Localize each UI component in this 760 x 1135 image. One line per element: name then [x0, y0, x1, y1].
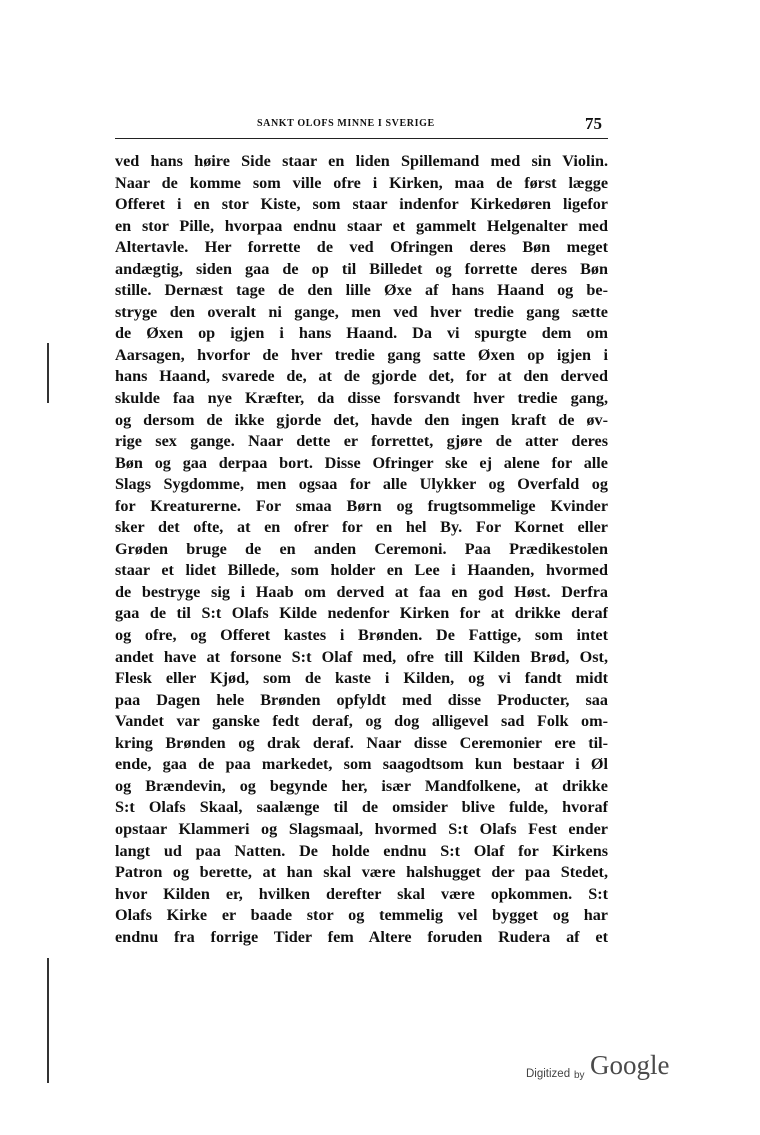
- text-line: de bestryge sig i Haab om derved at faa en god Høst. Derfra: [115, 582, 608, 601]
- text-line: opstaar Klammeri og Slagsmaal, hvormed S:t Olafs Fest ender: [115, 819, 608, 838]
- text-line: langt ud paa Natten. De holde endnu S:t Olaf for Kirkens: [115, 841, 608, 860]
- text-line: stille. Dernæst tage de den lille Øxe af hans Haand og be-: [115, 281, 608, 300]
- text-line: stryge den overalt ni gange, men ved hver tredie gang sætte: [115, 302, 608, 321]
- text-line: paa Dagen hele Brønden opfyldt med disse Producter, saa: [115, 690, 608, 709]
- running-title: SANKT OLOFS MINNE I SVERIGE: [257, 118, 435, 129]
- text-line: ende, gaa de paa markedet, som saagodtsom kun bestaar i Øl: [115, 755, 608, 774]
- text-line: Patron og berette, at han skal være halshugget der paa Stedet,: [115, 863, 608, 882]
- text-line: rige sex gange. Naar dette er forrettet, gjøre de atter deres: [115, 432, 608, 451]
- text-line: Vandet var ganske fedt deraf, og dog alligevel sad Folk om-: [115, 712, 608, 731]
- text-line: og Brændevin, og begynde her, især Mandfolkene, at drikke: [115, 776, 608, 795]
- text-line: staar et lidet Billede, som holder en Lee i Haanden, hvormed: [115, 561, 608, 580]
- digitized-watermark: [526, 1050, 696, 1090]
- text-line: Bøn og gaa derpaa bort. Disse Ofringer ske ej alene for alle: [115, 453, 608, 472]
- text-line: Aarsagen, hvorfor de hver tredie gang satte Øxen op igjen i: [115, 345, 608, 364]
- watermark-digitized-text: Digitized: [526, 1068, 571, 1080]
- watermark-by-text: by: [574, 1070, 585, 1081]
- text-line: de Øxen op igjen i hans Haand. Da vi spurgte dem om: [115, 324, 608, 343]
- text-line: S:t Olafs Skaal, saalænge til de omsider blive fulde, hvoraf: [115, 798, 608, 817]
- margin-scan-mark: [47, 958, 49, 1083]
- text-line: skulde faa nye Kræfter, da disse forsvandt hver tredie gang,: [115, 389, 608, 408]
- text-line: Olafs Kirke er baade stor og temmelig vel bygget og har: [115, 906, 608, 925]
- text-line: kring Brønden og drak deraf. Naar disse Ceremonier ere til-: [115, 733, 608, 752]
- text-line: gaa de til S:t Olafs Kilde nedenfor Kirken for at drikke deraf: [115, 604, 608, 623]
- text-line: endnu fra forrige Tider fem Altere foruden Rudera af et: [115, 927, 608, 946]
- text-line: ved hans høire Side staar en liden Spillemand med sin Violin.: [115, 152, 608, 170]
- text-line: en stor Pille, hvorpaa endnu staar et gammelt Helgenalter med: [115, 216, 608, 235]
- text-line: og dersom de ikke gjorde det, havde den ingen kraft de øv-: [115, 410, 608, 429]
- text-line: Grøden bruge de en anden Ceremoni. Paa Prædikestolen: [115, 539, 608, 558]
- text-line: sker det ofte, at en ofrer for en hel By. For Kornet eller: [115, 518, 608, 537]
- text-line: Altertavle. Her forrette de ved Ofringen deres Bøn meget: [115, 238, 608, 257]
- text-line: og ofre, og Offeret kastes i Brønden. De Fattige, som intet: [115, 626, 608, 645]
- text-line: Offeret i en stor Kiste, som staar indenfor Kirkedøren ligefor: [115, 195, 608, 214]
- body-text: [115, 151, 608, 948]
- google-logo: Google: [590, 1050, 670, 1080]
- text-line: hans Haand, svarede de, at de gjorde det, for at den derved: [115, 367, 608, 386]
- text-line: Naar de komme som ville ofre i Kirken, maa de først lægge: [115, 173, 608, 192]
- text-line: andet have at forsone S:t Olaf med, ofre till Kilden Brød, Ost,: [115, 647, 608, 666]
- text-line: andægtig, siden gaa de op til Billedet og forrette deres Bøn: [115, 259, 608, 278]
- page-number: 75: [585, 114, 602, 133]
- running-header: [115, 114, 608, 139]
- text-line: Slags Sygdomme, men ogsaa for alle Ulykker og Overfald og: [115, 475, 608, 494]
- text-line: for Kreaturerne. For smaa Børn og frugtsommelige Kvinder: [115, 496, 608, 515]
- text-line: hvor Kilden er, hvilken derefter skal være opkommen. S:t: [115, 884, 608, 903]
- margin-scan-mark: [47, 343, 49, 403]
- text-line: Flesk eller Kjød, som de kaste i Kilden, og vi fandt midt: [115, 669, 608, 688]
